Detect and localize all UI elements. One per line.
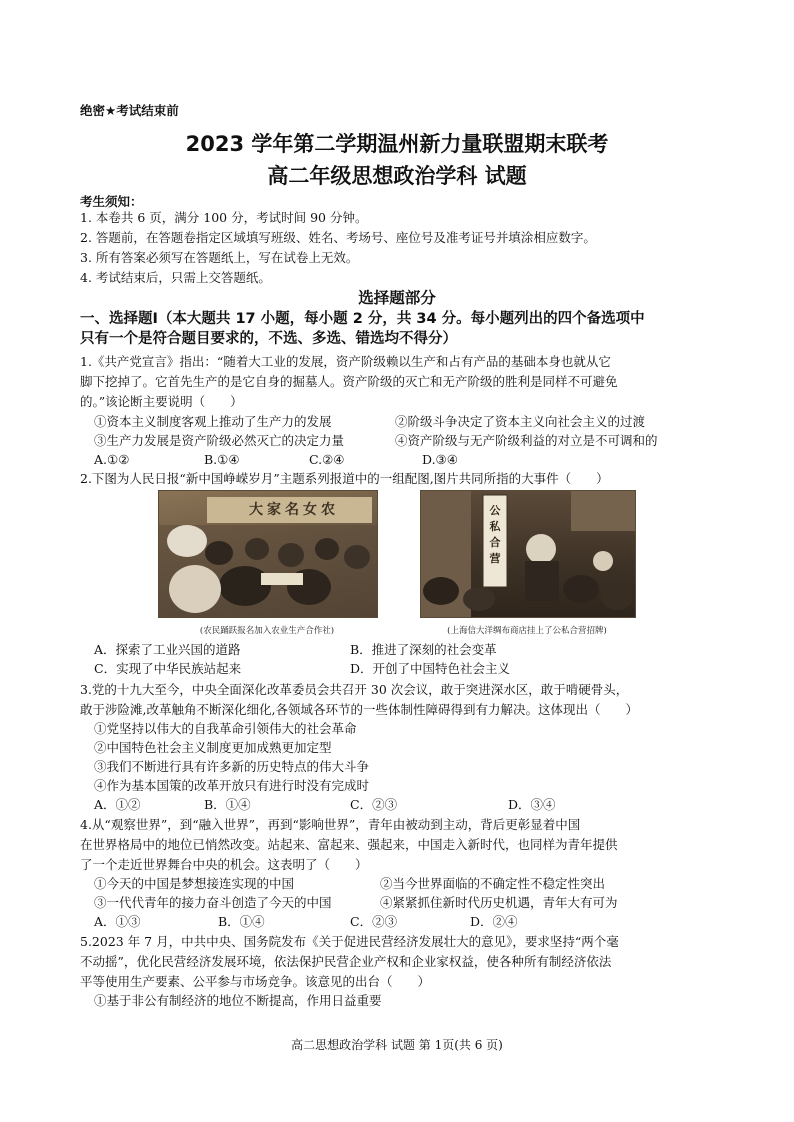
photo2-caption: (上海信大洋绸布商店挂上了公私合营招牌)	[447, 626, 607, 636]
photo1-banner-text: 大家名女农	[249, 502, 339, 518]
answer-choice-b: B.①④	[204, 452, 240, 467]
answer-choice-d: D.③④	[422, 452, 458, 467]
notice-heading: 考生须知：	[80, 194, 143, 209]
answer-choice-a: A.①②	[94, 452, 130, 467]
statement-option: ①今天的中国是梦想接连实现的中国	[94, 876, 295, 891]
statement-option: ②阶级斗争决定了资本主义向社会主义的过渡	[395, 414, 646, 429]
statement-option: ②中国特色社会主义制度更加成熟更加定型	[94, 740, 332, 755]
statement-option: ③生产力发展是资产阶级必然灭亡的决定力量	[94, 433, 345, 448]
question-stem-line: 3.党的十九大至今，中央全面深化改革委员会共召开 30 次会议，敢于突进深水区，敢于啃硬骨头，	[80, 682, 629, 697]
question-stem-line: 脚下挖掉了。它首先生产的是它自身的掘墓人。资产阶级的灭亡和无产阶级的胜利是同样不可避免	[80, 374, 618, 389]
statement-option: ①资本主义制度客观上推动了生产力的发展	[94, 414, 332, 429]
statement-option: ④紧紧抓住新时代历史机遇，青年大有可为	[380, 895, 618, 910]
notice-item: 3. 所有答案必须写在答题纸上，写在试卷上无效。	[80, 250, 359, 265]
statement-option: ①党坚持以伟大的自我革命引领伟大的社会革命	[94, 721, 357, 736]
statement-option: ②当今世界面临的不确定性不稳定性突出	[380, 876, 606, 891]
answer-choice-c: C．实现了中华民族站起来	[94, 661, 242, 676]
notice-item: 1. 本卷共 6 页，满分 100 分，考试时间 90 分钟。	[80, 210, 368, 225]
answer-choice-c: C.②④	[309, 452, 345, 467]
answer-choice-b: B．推进了深刻的社会变革	[350, 642, 497, 657]
notice-item: 2. 答题前，在答题卷指定区域填写班级、姓名、考场号、座位号及准考证号并填涂相应数字。	[80, 230, 596, 245]
answer-choice-c: C．②③	[350, 914, 398, 929]
answer-choice-b: B．①④	[204, 797, 251, 812]
answer-choice-a: A．①③	[94, 914, 141, 929]
question-stem-line: 了一个走近世界舞台中央的机会。这表明了（ ）	[80, 857, 368, 872]
page-footer: 高二思想政治学科 试题 第 1页(共 6 页)	[291, 1038, 503, 1052]
answer-choice-c: C．②③	[350, 797, 398, 812]
question-stem-line: 平等使用生产要素、公平参与市场竞争。该意见的出台（ ）	[80, 974, 431, 989]
answer-choice-d: D．③④	[508, 797, 556, 812]
photo-farmers-cooperative	[158, 490, 378, 618]
exam-title: 2023 学年第二学期温州新力量联盟期末联考	[185, 132, 609, 156]
answer-choice-a: A．探索了工业兴国的道路	[94, 642, 241, 657]
question-stem-line: 1.《共产党宣言》指出：“随着大工业的发展，资产阶级赖以生产和占有产品的基础本身也就从它	[80, 354, 611, 369]
question-stem-line: 敢于涉险滩,改革触角不断深化细化,各领域各环节的一些体制性障碍得到有力解决。这体现出（ ）	[80, 702, 638, 717]
notice-item: 4. 考试结束后，只需上交答题纸。	[80, 270, 271, 285]
question-stem-line: 2.下图为人民日报“新中国峥嵘岁月”主题系列报道中的一组配图,图片共同所指的大事件（ ）	[80, 471, 609, 486]
section-title: 选择题部分	[358, 289, 436, 307]
question-stem-line: 5.2023 年 7 月，中共中央、国务院发布《关于促进民营经济发展壮大的意见》，要求坚持“两个毫	[80, 934, 619, 949]
statement-option: ④作为基本国策的改革开放只有进行时没有完成时	[94, 778, 370, 793]
confidential-label: 绝密★考试结束前	[80, 103, 179, 118]
question-stem-line: 不动摇”，优化民营经济发展环境，依法保护民营企业产权和企业家权益，使各种所有制经济依法	[80, 954, 612, 969]
question-stem-line: 的。”该论断主要说明（ ）	[80, 394, 243, 409]
question-stem-line: 4.从“观察世界”，到“融入世界”，再到“影响世界”，青年由被动到主动，背后更彰显着中国	[80, 817, 581, 832]
photo-public-private-sign	[420, 490, 636, 618]
section-heading-line2: 只有一个是符合题目要求的，不选、多选、错选均不得分）	[80, 331, 457, 347]
section-heading-line1: 一、选择题Ⅰ（本大题共 17 小题，每小题 2 分，共 34 分。每小题列出的四个备选项中	[80, 311, 645, 327]
question-stem-line: 在世界格局中的地位已悄然改变。站起来、富起来、强起来，中国走入新时代，也同样为青年提供	[80, 837, 618, 852]
photo-public-private-sign-image	[421, 491, 635, 617]
answer-choice-d: D．开创了中国特色社会主义	[350, 661, 511, 676]
statement-option: ①基于非公有制经济的地位不断提高，作用日益重要	[94, 993, 382, 1008]
statement-option: ③我们不断进行具有许多新的历史特点的伟大斗争	[94, 759, 370, 774]
answer-choice-d: D．②④	[470, 914, 518, 929]
photo1-caption: (农民踊跃报名加入农业生产合作社)	[199, 626, 335, 636]
statement-option: ④资产阶级与无产阶级利益的对立是不可调和的	[395, 433, 658, 448]
exam-subtitle: 高二年级思想政治学科 试题	[267, 164, 527, 188]
answer-choice-a: A．①②	[94, 797, 141, 812]
answer-choice-b: B．①④	[218, 914, 265, 929]
statement-option: ③一代代青年的接力奋斗创造了今天的中国	[94, 895, 332, 910]
photo2-sign-text: 公私合营	[489, 504, 501, 565]
